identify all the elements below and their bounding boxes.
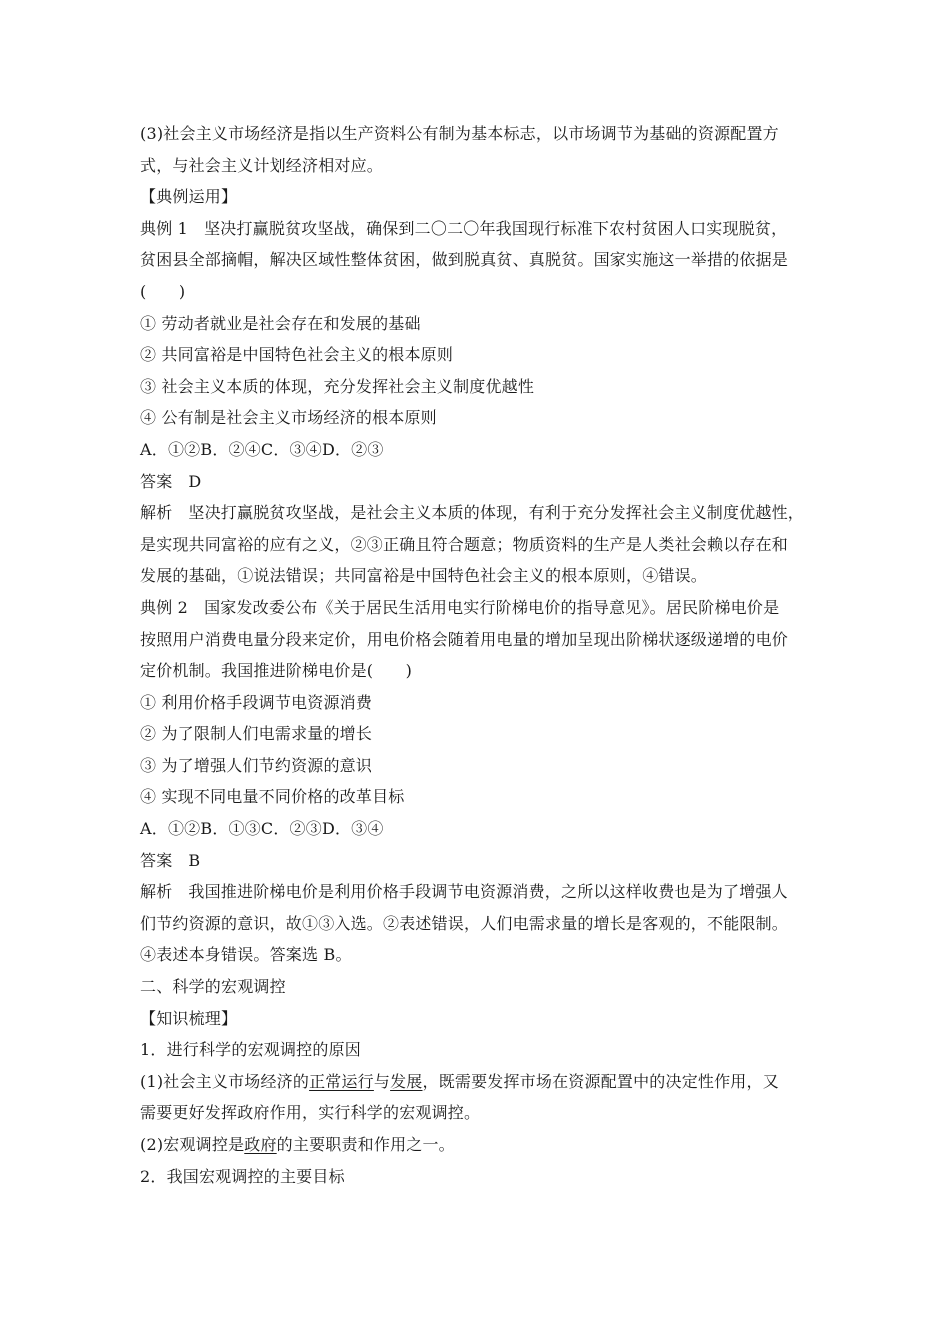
example-2-line-1 [140, 592, 815, 624]
answer-value: B [188, 850, 201, 870]
example-2-label: 典例 2 [140, 597, 189, 617]
item-1-title: 1．进行科学的宏观调控的原因 [140, 1040, 361, 1060]
example-1-text-1: 坚决打赢脱贫攻坚战，确保到二〇二〇年我国现行标准下农村贫困人口实现脱贫， [204, 218, 788, 238]
item-1-paragraph-1-line-2: 需要更好发挥政府作用，实行科学的宏观调控。 [140, 1103, 481, 1123]
analysis-label: 解析 [140, 882, 173, 902]
analysis-text: 我国推进阶梯电价是利用价格手段调节电资源消费，之所以这样收费也是为了增强人 [188, 882, 788, 902]
section-2-title: 二、科学的宏观调控 [140, 977, 286, 997]
example-2-option-3: ③ 为了增强人们节约资源的意识 [140, 755, 373, 775]
example-1-choices: A．①②B．②④C．③④D．②③ [140, 439, 384, 459]
underlined-term-development: 发展 [390, 1071, 423, 1091]
example-1-line-2: 贫困县全部摘帽，解决区域性整体贫困，做到脱真贫、真脱贫。国家实施这一举措的依据是 [140, 250, 789, 270]
example-1-analysis-2: 是实现共同富裕的应有之义，②③正确且符合题意；物质资料的生产是人类社会赖以存在和 [140, 534, 789, 554]
underlined-term-normal-operation: 正常运行 [309, 1071, 374, 1091]
example-2-answer [140, 845, 815, 877]
example-2-option-1: ① 利用价格手段调节电资源消费 [140, 692, 373, 712]
example-1-option-1: ① 劳动者就业是社会存在和发展的基础 [140, 313, 421, 333]
section-heading-knowledge: 【知识梳理】 [140, 1008, 238, 1028]
example-2-line-3: 定价机制。我国推进阶梯电价是( ) [140, 661, 413, 681]
example-2-analysis-3: ④表述本身错误。答案选 B。 [140, 945, 352, 965]
example-2-analysis-2: 们节约资源的意识，故①③入选。②表述错误，人们电需求量的增长是客观的，不能限制。 [140, 913, 789, 933]
example-1-line-3: ( ) [140, 281, 186, 301]
section-heading-example: 【典例运用】 [140, 187, 238, 207]
answer-label: 答案 [140, 471, 173, 491]
item-1-paragraph-1-line-1 [140, 1066, 815, 1098]
analysis-label: 解析 [140, 503, 173, 523]
example-1-answer [140, 466, 815, 498]
text-segment: 的主要职责和作用之一。 [276, 1135, 455, 1154]
example-1-analysis-1 [140, 497, 815, 529]
item-2-title: 2．我国宏观调控的主要目标 [140, 1166, 345, 1186]
paragraph-3-line-2: 式，与社会主义计划经济相对应。 [140, 155, 384, 175]
text-segment: 与 [373, 1071, 391, 1091]
text-segment: ，既需要发挥市场在资源配置中的决定性作用，又 [422, 1071, 779, 1091]
item-1-paragraph-2 [140, 1129, 815, 1161]
example-2-option-4: ④ 实现不同电量不同价格的改革目标 [140, 787, 405, 807]
example-2-option-2: ② 为了限制人们电需求量的增长 [140, 724, 373, 744]
analysis-text: 坚决打赢脱贫攻坚战，是社会主义本质的体现，有利于充分发挥社会主义制度优越性， [188, 503, 805, 523]
example-2-choices: A．①②B．①③C．②③D．③④ [140, 819, 384, 839]
example-1-option-4: ④ 公有制是社会主义市场经济的根本原则 [140, 408, 437, 428]
answer-label: 答案 [140, 850, 173, 870]
answer-value: D [188, 471, 202, 491]
example-2-line-2: 按照用户消费电量分段来定价，用电价格会随着用电量的增加呈现出阶梯状逐级递增的电价 [140, 629, 789, 649]
example-1-option-3: ③ 社会主义本质的体现，充分发挥社会主义制度优越性 [140, 376, 535, 396]
text-segment: (1)社会主义市场经济的 [140, 1071, 310, 1091]
example-2-text-1: 国家发改委公布《关于居民生活用电实行阶梯电价的指导意见》。居民阶梯电价是 [204, 597, 780, 617]
example-2-analysis-1 [140, 876, 815, 908]
underlined-term-government: 政府 [244, 1135, 277, 1154]
example-1-line-1 [140, 213, 815, 245]
example-1-option-2: ② 共同富裕是中国特色社会主义的根本原则 [140, 345, 454, 365]
paragraph-3-line-1: (3)社会主义市场经济是指以生产资料公有制为基本标志，以市场调节为基础的资源配置方 [140, 124, 779, 143]
text-segment: (2)宏观调控是 [140, 1135, 245, 1154]
example-1-label: 典例 1 [140, 218, 189, 238]
example-1-analysis-3: 发展的基础，①说法错误；共同富裕是中国特色社会主义的根本原则，④错误。 [140, 566, 708, 586]
document-page [140, 118, 815, 1192]
